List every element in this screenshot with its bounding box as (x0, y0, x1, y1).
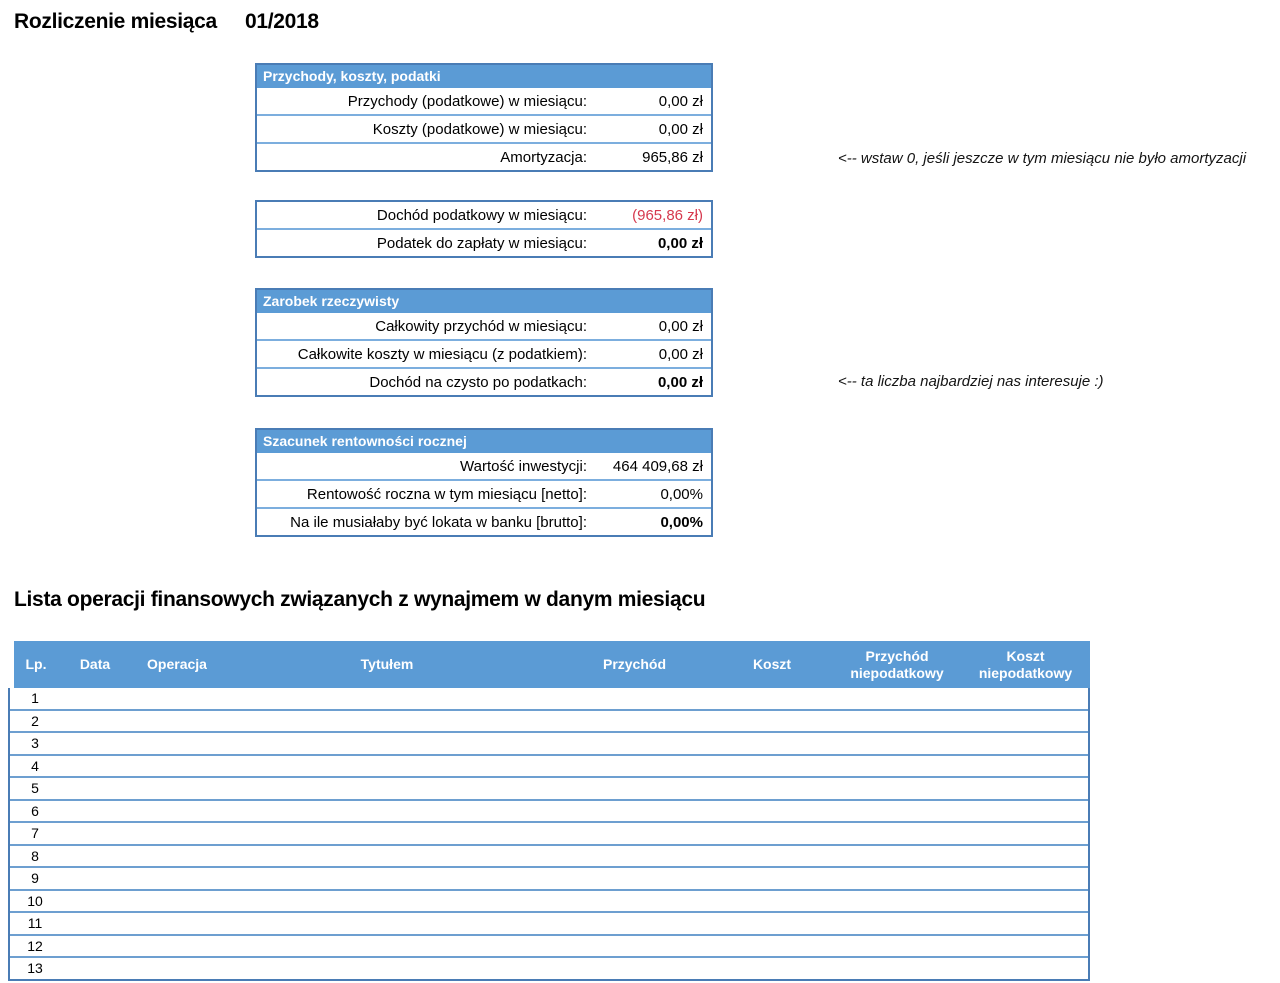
row-value[interactable]: 0,00% (660, 513, 703, 531)
row-number: 7 (31, 825, 39, 841)
column-header-operacja: Operacja (147, 656, 207, 672)
row-label: Amortyzacja: (500, 148, 587, 166)
summary-table-yield (255, 428, 713, 537)
row-value[interactable]: 965,86 zł (642, 148, 703, 166)
row-value[interactable]: 0,00% (660, 485, 703, 503)
page-title (14, 10, 319, 34)
summary-table-tax-income (255, 200, 713, 258)
table-row (257, 367, 711, 395)
row-number: 8 (31, 847, 39, 864)
row-label: Rentowość roczna w tym miesiącu [netto]: (306, 485, 587, 503)
row-label: Na ile musiałaby być lokata w banku [brutto]: (290, 513, 587, 531)
table-row[interactable] (10, 911, 1088, 934)
table-row (257, 142, 711, 170)
row-value[interactable]: 0,00 zł (658, 317, 703, 335)
row-number: 6 (31, 802, 39, 819)
operations-body (8, 688, 1090, 981)
table-row[interactable] (10, 866, 1088, 889)
table-header: Przychody, koszty, podatki (257, 65, 711, 88)
month-period: 01/2018 (244, 10, 319, 33)
table-row[interactable] (10, 688, 1088, 709)
table-row[interactable] (10, 934, 1088, 957)
table-header: Zarobek rzeczywisty (257, 290, 711, 313)
table-row (257, 114, 711, 142)
summary-table-taxes (255, 63, 713, 172)
annotation-amortization: <-- wstaw 0, jeśli jeszcze w tym miesiącu nie było amortyzacji (838, 150, 1247, 167)
table-row (257, 453, 711, 479)
table-row[interactable] (10, 754, 1088, 777)
row-number: 10 (27, 892, 43, 909)
operations-header-row (14, 641, 1090, 688)
row-label: Podatek do zapłaty w miesiącu: (376, 234, 587, 252)
column-header-data: Data (79, 656, 111, 672)
table-row[interactable] (10, 776, 1088, 799)
operations-heading: Lista operacji finansowych związanych z wynajmem w danym miesiącu (14, 588, 706, 611)
table-row[interactable] (10, 709, 1088, 732)
column-header-lp: Lp. (25, 656, 47, 672)
table-row[interactable] (10, 889, 1088, 912)
table-row (257, 228, 711, 256)
annotation-net-income: <-- ta liczba najbardziej nas interesuje :) (838, 373, 1104, 390)
row-number: 11 (27, 915, 43, 931)
row-value[interactable]: 464 409,68 zł (612, 457, 703, 475)
page-title-text: Rozliczenie miesiąca (14, 10, 217, 33)
row-label: Całkowite koszty w miesiącu (z podatkiem): (297, 345, 587, 363)
row-value[interactable]: 0,00 zł (657, 373, 703, 391)
column-header-koszt-niepodatkowy: Koszt niepodatkowy (978, 647, 1073, 681)
table-header: Szacunek rentowności rocznej (257, 430, 711, 453)
column-header-przychod: Przychód (602, 656, 666, 672)
table-row (257, 507, 711, 535)
row-number: 5 (31, 780, 39, 796)
table-row (257, 202, 711, 228)
column-header-tytulem: Tytułem (360, 656, 414, 672)
table-row[interactable] (10, 956, 1088, 979)
table-row[interactable] (10, 799, 1088, 822)
operations-table (8, 641, 1090, 981)
table-row (257, 479, 711, 507)
column-header-koszt: Koszt (752, 656, 792, 672)
row-value[interactable]: 0,00 zł (658, 92, 703, 110)
row-label: Koszty (podatkowe) w miesiącu: (372, 120, 587, 138)
row-value-negative[interactable]: (965,86 zł) (632, 206, 703, 224)
row-number: 1 (31, 690, 39, 706)
row-value[interactable]: 0,00 zł (657, 234, 703, 252)
row-label: Przychody (podatkowe) w miesiącu: (347, 92, 587, 110)
table-row (257, 313, 711, 339)
row-value[interactable]: 0,00 zł (658, 345, 703, 363)
row-label: Wartość inwestycji: (460, 457, 587, 475)
row-label: Całkowity przychód w miesiącu: (375, 317, 587, 335)
table-row (257, 88, 711, 114)
column-header-przychod-niepodatkowy: Przychód niepodatkowy (850, 647, 944, 681)
row-label: Dochód na czysto po podatkach: (369, 373, 587, 391)
row-value[interactable]: 0,00 zł (658, 120, 703, 138)
row-label: Dochód podatkowy w miesiącu: (376, 206, 587, 224)
row-number: 2 (31, 712, 39, 729)
summary-table-real-earnings (255, 288, 713, 397)
table-row[interactable] (10, 844, 1088, 867)
row-number: 13 (27, 960, 43, 976)
table-row[interactable] (10, 821, 1088, 844)
row-number: 3 (31, 735, 39, 751)
row-number: 12 (27, 937, 43, 954)
table-row[interactable] (10, 731, 1088, 754)
row-number: 9 (31, 870, 39, 886)
row-number: 4 (31, 757, 39, 774)
table-row (257, 339, 711, 367)
